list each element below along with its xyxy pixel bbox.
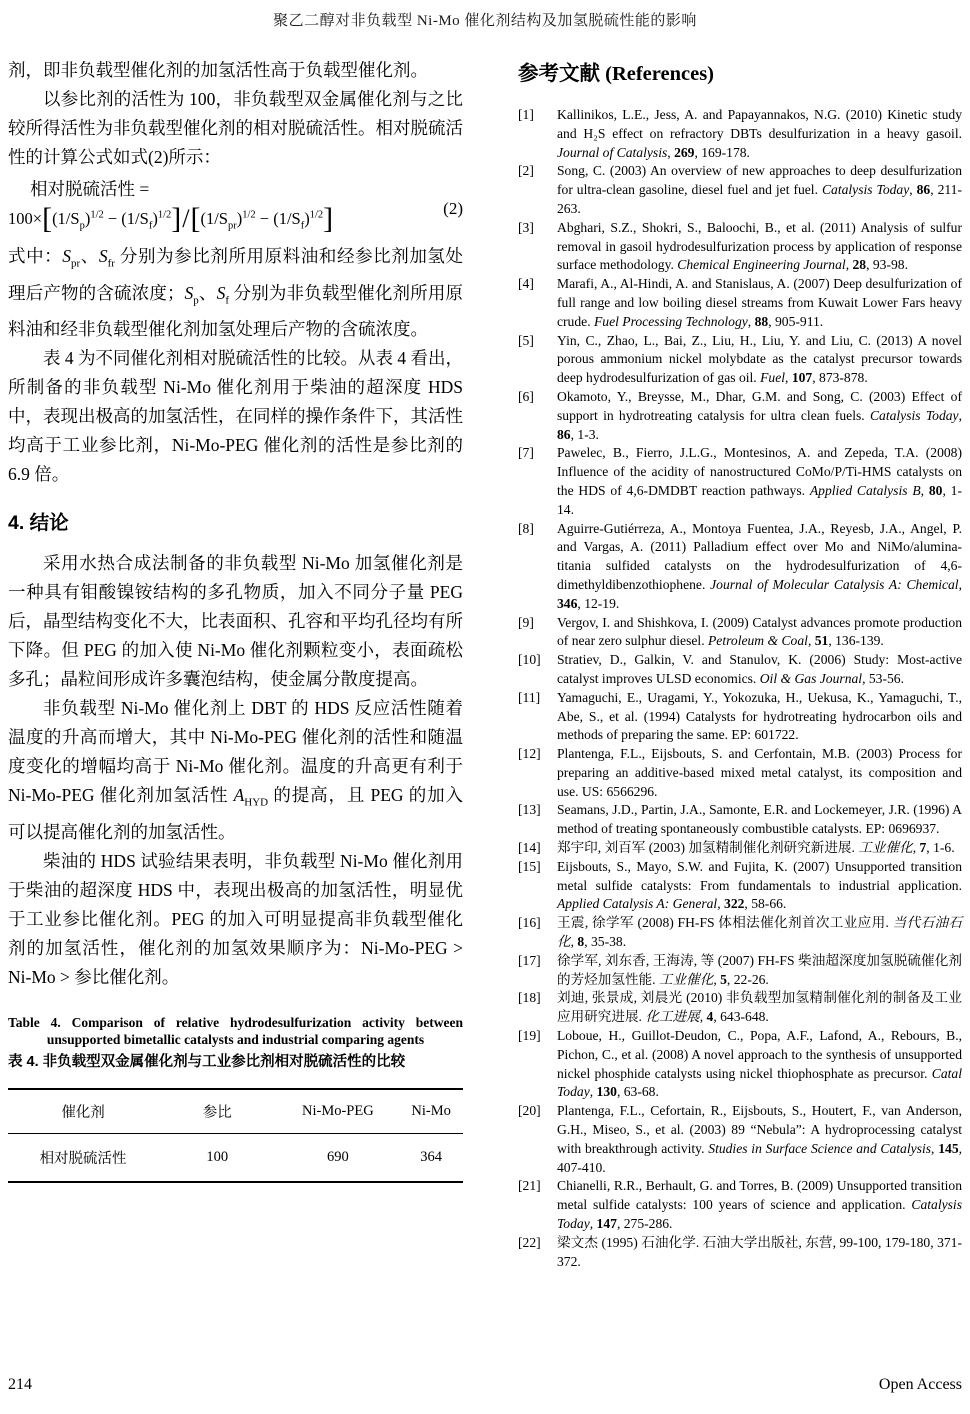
reference-label: [12] (518, 746, 541, 762)
reference-label: [9] (518, 614, 534, 630)
reference-label: [14] (518, 840, 541, 856)
table4-caption-en: Table 4. Comparison of relative hydrodesulfurization activity between unsupported bimetallic catalysts and industrial comparing agents (8, 1014, 463, 1047)
section-heading-conclusion: 4. 结论 (8, 512, 69, 534)
reference-item (518, 745, 962, 801)
reference-text: Seamans, J.D., Partin, J.A., Samonte, E.R. and Lockemeyer, J.R. (1996) A method of treating spontaneously combustible catalysts. EP: 0696937. (557, 802, 962, 837)
reference-text: Chianelli, R.R., Berhault, G. and Torres, B. (2009) Unsupported transition metal sulfide catalysts: 100 years of science and application. Catalysis Today, 147, 275-286. (557, 1178, 962, 1232)
reference-label: [10] (518, 652, 541, 668)
reference-text: Plantenga, F.L., Eijsbouts, S. and Cerfontain, M.B. (2003) Process for preparing an additive-based mixed metal catalyst, its composition and use. US: 6566296. (557, 746, 962, 799)
left-column (8, 56, 463, 1271)
reference-item (518, 1027, 962, 1102)
equation-number: (2) (443, 199, 463, 218)
reference-label: [20] (518, 1103, 541, 1119)
reference-text: Plantenga, F.L., Cefortain, R., Eijsbouts, S., Houtert, F., van Anderson, G.H., Miseo, S., et al. (2003) 89 “Nebula”: A hydroprocessing catalyst with breakthrough activity. Studies in Surface Science and Catalysis, 145, 407-410. (557, 1103, 963, 1175)
reference-item (518, 162, 962, 218)
reference-label: [15] (518, 858, 541, 874)
reference-text: 梁文杰 (1995) 石油化学. 石油大学出版社, 东营, 99-100, 179-180, 371-372. (557, 1234, 962, 1269)
reference-item (518, 219, 962, 275)
table4-col-header: Ni-Mo-PEG (276, 1089, 399, 1134)
reference-text: 刘迪, 张景成, 刘晨光 (2010) 非负载型加氢精制催化剂的制备及工业应用研究进展. 化工进展, 4, 643-648. (557, 990, 962, 1025)
reference-item (518, 952, 962, 990)
reference-text: Stratiev, D., Galkin, V. and Stanulov, K. (2006) Study: Most-active catalyst improves ULSD economics. Oil & Gas Journal, 53-56. (557, 652, 962, 686)
reference-text: Kallinikos, L.E., Jess, A. and Papayannakos, N.G. (2010) Kinetic study and H₂S effect on refractory DBTs desulfurization in a heavy gasoil. Journal of Catalysis, 269, 169-178. (557, 107, 962, 160)
reference-label: [22] (518, 1234, 541, 1250)
paragraph: 剂，即非负载型催化剂的加氢活性高于负载型催化剂。 (8, 60, 428, 80)
reference-label: [6] (518, 388, 534, 404)
reference-item (518, 858, 962, 914)
page-number: 214 (8, 1376, 32, 1393)
reference-label: [18] (518, 990, 541, 1006)
reference-text: Aguirre-Gutiérreza, A., Montoya Fuentea, J.A., Reyesb, J.A., Angel, P. and Vargas, A. (2011) Palladium effect over Mo and NiMo/alumina-titania sulfided catalysts on the hydrodesulfurization of 4,6-dimethyldibenzothiophene. Journal of Molecular Catalysis A: Chemical, 346, 12-19. (557, 520, 962, 611)
reference-label: [2] (518, 163, 534, 179)
reference-text: Marafi, A., Al-Hindi, A. and Stanislaus, A. (2007) Deep desulfurization of full range and low boiling diesel streams from Kuwait Lower Fars heavy crude. Fuel Processing Technology, 88, 905-911. (557, 276, 962, 329)
table4-col-header: Ni-Mo (399, 1089, 463, 1134)
paragraph: 式中：$S_{pr}$、$S_{fr}$ 分别为参比剂所用原料油和经参比剂加氢处理后产物的含硫浓度；$S_p$、$S_f$ 分别为非负载型催化剂所用原料油和经非负载型催化剂加氢处理后产物的含硫浓度。 (8, 246, 464, 339)
reference-label: [19] (518, 1028, 541, 1044)
reference-label: [16] (518, 915, 541, 931)
reference-text: Vergov, I. and Shishkova, I. (2009) Catalyst advances promote production of near zero sulphur diesel. Petroleum & Coal, 51, 136-139. (557, 614, 962, 649)
reference-text: 郑宇印, 刘百军 (2003) 加氢精制催化剂研究新进展. 工业催化, 7, 1-6. (557, 840, 955, 856)
reference-text: Loboue, H., Guillot-Deudon, C., Popa, A.F., Lafond, A., Rebours, B., Pichon, C., et al. (2008) A novel approach to the synthesis of unsupported nickel phosphide catalysts using nickel thiophosphate as precursor. Catal Today, 130, 63-68. (557, 1028, 962, 1100)
table4-cell: 364 (420, 1148, 443, 1165)
reference-item (518, 651, 962, 689)
reference-text: Okamoto, Y., Breysse, M., Dhar, G.M. and Song, C. (2003) Effect of support in hydrotreating catalysis for ultra clean fuels. Catalysis Today, 86, 1-3. (557, 388, 962, 442)
reference-text: Pawelec, B., Fierro, J.L.G., Montesinos, A. and Zepeda, T.A. (2008) Influence of the acidity of nanostructured CoMo/P/Ti-HMS catalysts on the HDS of 4,6-DMDBT reaction pathways. Applied Catalysis B, 80, 1-14. (557, 445, 962, 517)
paragraph: 采用水热合成法制备的非负载型 Ni-Mo 加氢催化剂是一种具有钼酸镍铵结构的多孔物质，加入不同分子量 PEG 后，晶型结构变化不大，比表面积、孔容和平均孔径均有所下降。但 PEG 的加入使 Ni-Mo 催化剂颗粒变小，表面疏松多孔；晶粒间形成许多囊泡结构，使金属分散度提高。 (8, 553, 463, 689)
reference-item (518, 1177, 962, 1233)
reference-text: Eijsbouts, S., Mayo, S.W. and Fujita, K. (2007) Unsupported transition metal sulfide catalysts: From fundamentals to industrial application. Applied Catalysis A: General, 322, 58-66. (557, 858, 962, 912)
references-heading-zh: 参考文献 (518, 62, 600, 85)
references-list (518, 106, 962, 1271)
table4-caption-zh: 表 4. 非负载型双金属催化剂与工业参比剂相对脱硫活性的比较 (8, 1053, 406, 1070)
reference-item (518, 106, 962, 162)
equation-row (8, 199, 463, 235)
reference-label: [21] (518, 1178, 541, 1194)
paragraph: 表 4 为不同催化剂相对脱硫活性的比较。从表 4 看出，所制备的非负载型 Ni-Mo 催化剂用于柴油的超深度 HDS 中，表现出极高的加氢活性，在同样的操作条件下，其活性均高于工业参比剂，Ni-Mo-PEG 催化剂的活性是参比剂的 6.9 倍。 (8, 348, 463, 484)
reference-item (518, 801, 962, 839)
references-heading (518, 56, 962, 86)
reference-item (518, 275, 962, 331)
reference-item (518, 614, 962, 652)
table4-col-header: 参比 (158, 1089, 276, 1134)
open-access-label: Open Access (878, 1376, 962, 1393)
reference-label: [7] (518, 445, 534, 461)
reference-label: [13] (518, 802, 541, 818)
reference-text: Yamaguchi, E., Uragami, Y., Yokozuka, H., Uekusa, K., Yamaguchi, T., Abe, S., et al. (1994) Catalysts for hydrotreating hydrocarbon oils and methods of preparing the same. EP: 601722. (557, 689, 962, 743)
equation-2 (8, 174, 463, 234)
reference-label: [17] (518, 952, 541, 968)
equation-body: $100\times[(1/S_p)^{1/2} - (1/S_f)^{1/2}]/[(1/S_{pr})^{1/2} - (1/S_f)^{1/2}]$ (8, 202, 334, 235)
running-title: 聚乙二醇对非负载型 Ni-Mo 催化剂结构及加氢脱硫性能的影响 (273, 13, 697, 29)
reference-item (518, 989, 962, 1027)
table4-cell: 100 (206, 1148, 229, 1165)
reference-text: Abghari, S.Z., Shokri, S., Baloochi, B., et al. (2011) Analysis of sulfur removal in gasoil hydrodesulfurization process by application of response surface methodology. Chemical Engineering Journal, 28, 93-98. (557, 219, 962, 273)
reference-text: Song, C. (2003) An overview of new approaches to deep desulfurization for ultra-clean gasoline, diesel fuel and jet fuel. Catalysis Today, 86, 211-263. (557, 163, 962, 216)
reference-item (518, 332, 962, 388)
table4 (8, 1088, 463, 1183)
reference-label: [3] (518, 219, 534, 235)
paragraph: 以参比剂的活性为 100，非负载型双金属催化剂与之比较所得活性为非负载型催化剂的相对脱硫活性。相对脱硫活性的计算公式如式(2)所示： (8, 89, 463, 167)
reference-label: [1] (518, 107, 534, 122)
paragraph: 非负载型 Ni-Mo 催化剂上 DBT 的 HDS 反应活性随着温度的升高而增大，其中 Ni-Mo-PEG 催化剂的活性和随温度变化的增幅均高于 Ni-Mo 催化剂。温度的升高更有利于 Ni-Mo-PEG 催化剂加氢活性 $A_{HYD}$ 的提高，且 PEG 的加入可以提高催化剂的加氢活性。 (8, 698, 464, 842)
paragraph: 柴油的 HDS 试验结果表明，非负载型 Ni-Mo 催化剂用于柴油的超深度 HDS 中，表现出极高的加氢活性，明显优于工业参比催化剂。PEG 的加入可明显提高非负载型催化剂的加氢活性，催化剂的加氢效果顺序为：Ni-Mo-PEG > Ni-Mo > 参比催化剂。 (8, 850, 463, 987)
references-heading-en: (References) (605, 63, 715, 85)
reference-item (518, 839, 962, 858)
reference-text: Yin, C., Zhao, L., Bai, Z., Liu, H., Liu, Y. and Liu, C. (2013) A novel porous ammonium nickel molybdate as the catalyst precursor towards deep hydrodesulfurization of gas oil. Fuel, 107, 873-878. (557, 332, 962, 386)
table4-col-header: 催化剂 (8, 1089, 158, 1134)
two-column-layout (0, 56, 970, 1271)
reference-item (518, 914, 962, 952)
reference-item (518, 1234, 962, 1272)
reference-item (518, 444, 962, 519)
reference-label: [11] (518, 689, 541, 705)
reference-label: [4] (518, 276, 534, 292)
reference-item (518, 689, 962, 745)
equation-lead: 相对脱硫活性 = (30, 179, 150, 199)
right-column (518, 56, 962, 1271)
table4-cell: 690 (326, 1148, 349, 1165)
reference-item (518, 1102, 962, 1177)
table4-cell: 相对脱硫活性 (39, 1150, 127, 1167)
table-row (8, 1133, 463, 1182)
reference-text: 徐学军, 刘东香, 王海涛, 等 (2007) FH-FS 柴油超深度加氢脱硫催化剂的芳烃加氢性能. 工业催化, 5, 22-26. (557, 952, 962, 987)
reference-item (518, 388, 962, 444)
reference-label: [5] (518, 332, 534, 348)
reference-label: [8] (518, 520, 534, 536)
reference-item (518, 520, 962, 614)
reference-text: 王震, 徐学军 (2008) FH-FS 体相法催化剂首次工业应用. 当代石油石化, 8, 35-38. (557, 915, 963, 950)
